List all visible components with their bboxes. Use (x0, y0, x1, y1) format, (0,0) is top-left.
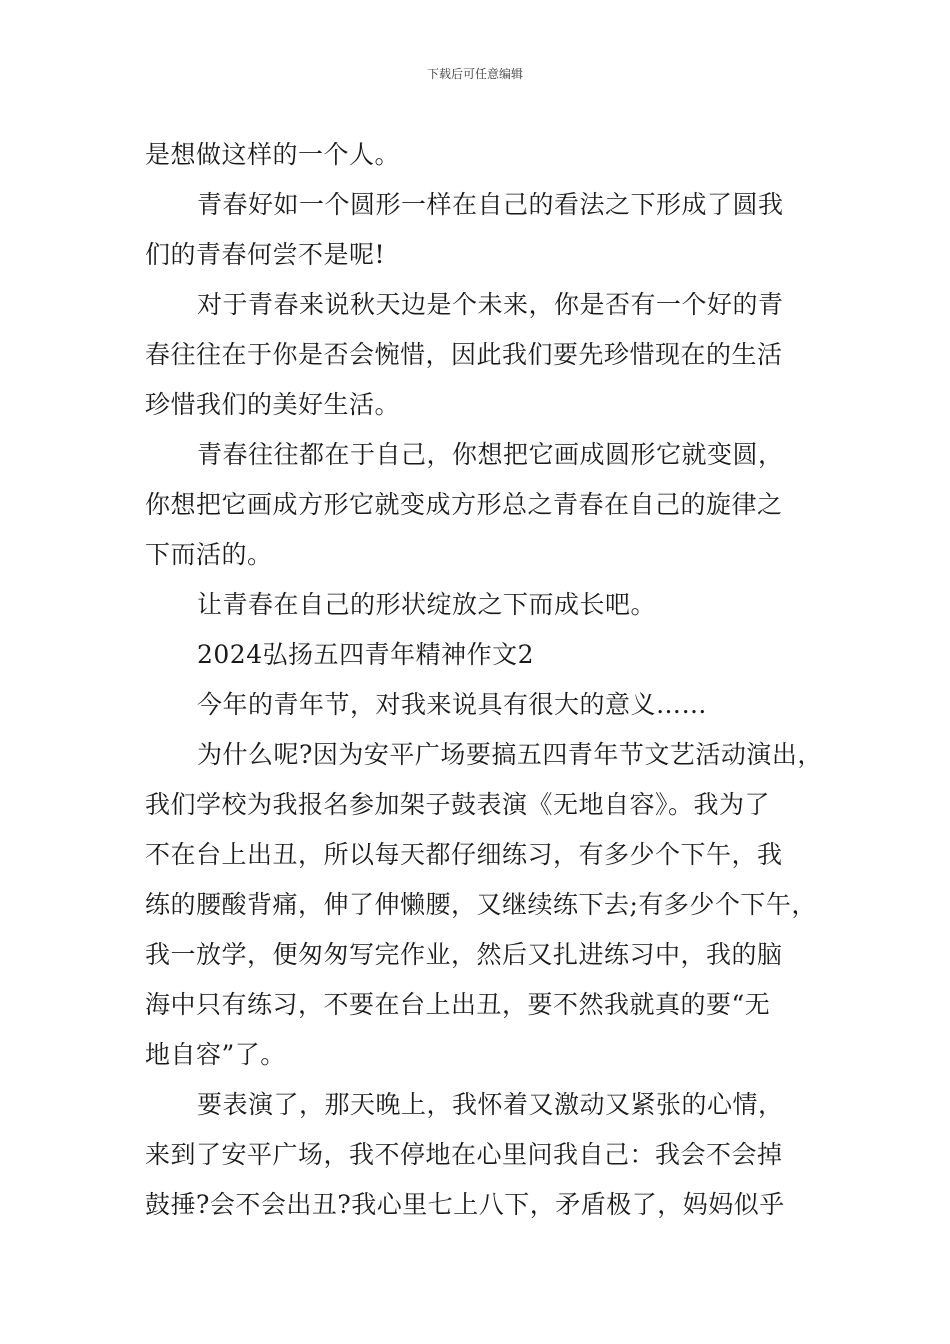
text-line: 珍惜我们的美好生活。 (145, 390, 401, 419)
text-line: 不在台上出丑，所以每天都仔细练习，有多少个下午，我 (145, 840, 783, 869)
text-line: 你想把它画成方形它就变成方形总之青春在自己的旋律之 (145, 490, 783, 519)
page-header: 下载后可任意编辑 (426, 67, 523, 81)
text-line: 下而活的。 (145, 540, 273, 569)
text-line: 鼓捶?会不会出丑?我心里七上八下，矛盾极了，妈妈似乎 (145, 1190, 785, 1219)
text-line: 来到了安平广场，我不停地在心里问我自己：我会不会掉 (145, 1140, 783, 1169)
text-line: 练的腰酸背痛，伸了伸懒腰，又继续练下去;有多少个下午， (145, 890, 817, 919)
text-line: 对于青春来说秋天边是个未来，你是否有一个好的青 (197, 290, 784, 319)
text-line: 我一放学，便匆匆写完作业，然后又扎进练习中，我的脑 (145, 940, 783, 969)
text-line: 青春往往都在于自己，你想把它画成圆形它就变圆， (197, 440, 784, 469)
text-line: 我们学校为我报名参加架子鼓表演《无地自容》。我为了 (145, 790, 771, 819)
text-line: 为什么呢?因为安平广场要搞五四青年节文艺活动演出， (197, 740, 823, 769)
text-line: 们的青春何尝不是呢! (145, 240, 386, 269)
text-line: 让青春在自己的形状绽放之下而成长吧。 (197, 590, 657, 619)
text-line: 海中只有练习，不要在台上出丑，要不然我就真的要“无 (145, 990, 771, 1019)
text-line: 春往往在于你是否会惋惜，因此我们要先珍惜现在的生活 (145, 340, 783, 369)
text-line: 2024弘扬五四青年精神作文2 (197, 640, 535, 669)
text-line: 今年的青年节，对我来说具有很大的意义…… (197, 690, 708, 719)
body-text (145, 130, 825, 1230)
text-line: 地自容”了。 (145, 1040, 286, 1069)
text-line: 青春好如一个圆形一样在自己的看法之下形成了圆我 (197, 190, 784, 219)
text-line: 是想做这样的一个人。 (145, 140, 401, 169)
text-line: 要表演了，那天晚上，我怀着又激动又紧张的心情， (197, 1090, 784, 1119)
